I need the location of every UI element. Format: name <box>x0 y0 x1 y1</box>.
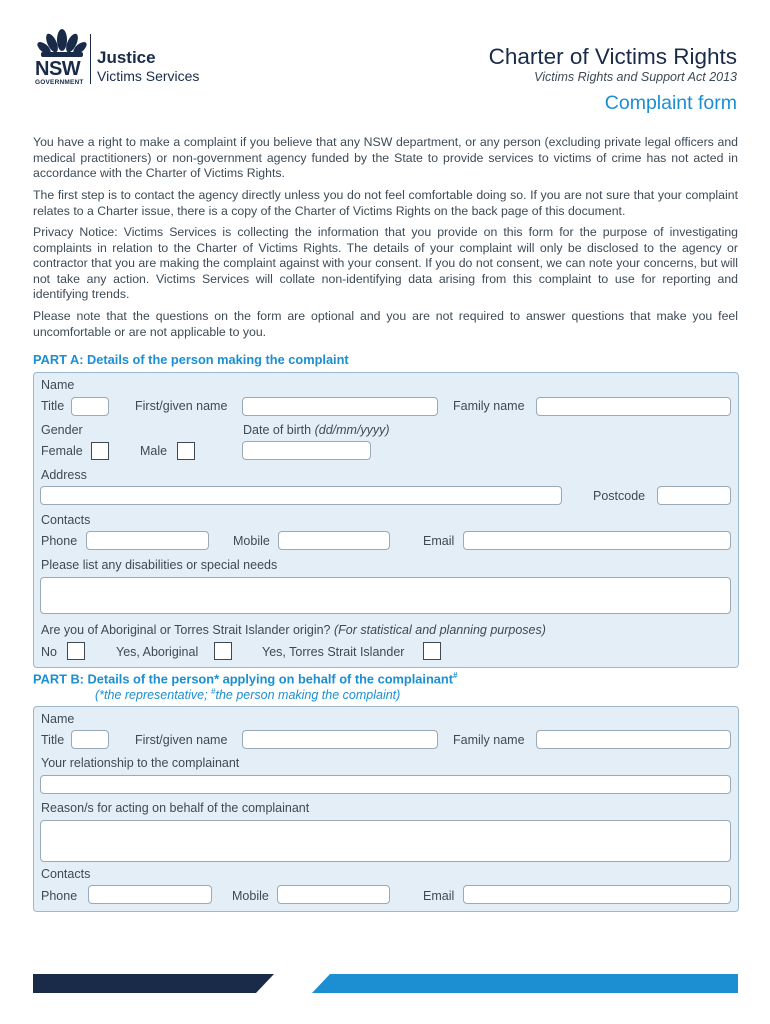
phone-label: Phone <box>41 534 78 548</box>
title-label: Title <box>41 399 65 413</box>
gender-label: Gender <box>41 423 83 437</box>
footer-bars <box>33 974 738 993</box>
phone-input[interactable] <box>86 531 209 550</box>
address-input[interactable] <box>40 486 562 505</box>
rep-family-name-input[interactable] <box>536 730 731 749</box>
disabilities-input[interactable] <box>40 577 731 614</box>
origin-aboriginal-label: Yes, Aboriginal <box>116 645 199 659</box>
first-name-input[interactable] <box>242 397 438 416</box>
privacy-notice: Privacy Notice: Victims Services is collecting the information that you provide on this form for the purpose of investigating complaints in relation to the Charter of Victims Rights. The details of your complaint will only be disclosed to the agency or contractor that you are making the complaint against with your consent. If you do not consent, we can note your concerns, but will not take any action. Victims Services will collate non-identifying data arising from this complaint to use for reporting and identifying trends. <box>33 225 738 301</box>
intro-paragraph-2: The first step is to contact the agency directly unless you do not feel comfortable doing so. If you are not sure that your complaint relates to a Charter issue, there is a copy of the Charter of Victims Rights on the back page of this document. <box>33 188 738 218</box>
family-name-label: Family name <box>453 733 525 747</box>
part-b-panel <box>33 706 739 912</box>
first-name-label: First/given name <box>135 733 228 747</box>
footer-blue-bar <box>312 974 738 993</box>
reason-input[interactable] <box>40 820 731 862</box>
name-label: Name <box>41 712 75 726</box>
origin-aboriginal-checkbox[interactable] <box>214 642 232 660</box>
origin-hint: (For statistical and planning purposes) <box>334 623 546 637</box>
intro-paragraph-1: You have a right to make a complaint if you believe that any NSW department, or any person (excluding private legal officers and medical practitioners) or non-government agency funded by the State to provide services to victims of crime has not acted in accordance with the Charter of Victims Rights. <box>33 135 738 180</box>
rep-title-input[interactable] <box>71 730 109 749</box>
form-title: Complaint form <box>604 92 737 114</box>
page-title: Charter of Victims Rights <box>488 44 737 69</box>
origin-no-label: No <box>41 645 57 659</box>
relationship-label: Your relationship to the complainant <box>41 756 240 770</box>
email-input[interactable] <box>463 531 731 550</box>
male-checkbox[interactable] <box>177 442 195 460</box>
address-label: Address <box>41 468 87 482</box>
origin-tsi-label: Yes, Torres Strait Islander <box>262 645 405 659</box>
part-b-heading: PART B: Details of the person* applying on behalf of the complainant# <box>33 671 458 687</box>
rep-email-input[interactable] <box>463 885 731 904</box>
postcode-input[interactable] <box>657 486 731 505</box>
mobile-input[interactable] <box>278 531 390 550</box>
part-b-subheading: (*the representative; #the person making the complaint) <box>95 687 401 703</box>
optional-note: Please note that the questions on the form are optional and you are not required to answer questions that make you feel uncomfortable or are not applicable to you. <box>33 309 738 339</box>
email-label: Email <box>423 889 455 903</box>
email-label: Email <box>423 534 455 548</box>
representative-asterisk: * <box>214 671 220 687</box>
family-name-input[interactable] <box>536 397 731 416</box>
dob-input[interactable] <box>242 441 371 460</box>
phone-label: Phone <box>41 889 78 903</box>
waratah-icon <box>37 28 87 58</box>
female-checkbox[interactable] <box>91 442 109 460</box>
contacts-label: Contacts <box>41 513 91 527</box>
mobile-label: Mobile <box>232 889 269 903</box>
mobile-label: Mobile <box>233 534 270 548</box>
rep-first-name-input[interactable] <box>242 730 438 749</box>
reason-label: Reason/s for acting on behalf of the complainant <box>41 801 310 815</box>
nsw-wordmark: NSW <box>35 58 81 80</box>
footer-navy-bar <box>33 974 274 993</box>
family-name-label: Family name <box>453 399 525 413</box>
part-a-panel <box>33 372 739 668</box>
government-wordmark: GOVERNMENT <box>35 79 84 86</box>
male-label: Male <box>140 444 168 458</box>
victims-services-label: Victims Services <box>97 68 200 84</box>
logo-divider <box>90 34 91 84</box>
postcode-label: Postcode <box>593 489 646 503</box>
origin-tsi-checkbox[interactable] <box>423 642 441 660</box>
dob-label: Date of birth (dd/mm/yyyy) <box>243 423 390 437</box>
dob-hint: (dd/mm/yyyy) <box>314 423 390 437</box>
relationship-input[interactable] <box>40 775 731 794</box>
contacts-label: Contacts <box>41 867 91 881</box>
title-input[interactable] <box>71 397 109 416</box>
origin-question: Are you of Aboriginal or Torres Strait Islander origin? (For statistical and planning purposes) <box>41 623 546 637</box>
act-subtitle: Victims Rights and Support Act 2013 <box>534 70 737 84</box>
name-label: Name <box>41 378 75 392</box>
origin-no-checkbox[interactable] <box>67 642 85 660</box>
part-a-heading: PART A: Details of the person making the complaint <box>33 352 349 367</box>
title-label: Title <box>41 733 65 747</box>
complainant-hash: # <box>452 671 458 680</box>
disabilities-label: Please list any disabilities or special needs <box>41 558 278 572</box>
justice-label: Justice <box>97 48 156 67</box>
first-name-label: First/given name <box>135 399 228 413</box>
female-label: Female <box>41 444 83 458</box>
rep-phone-input[interactable] <box>88 885 212 904</box>
rep-mobile-input[interactable] <box>277 885 390 904</box>
